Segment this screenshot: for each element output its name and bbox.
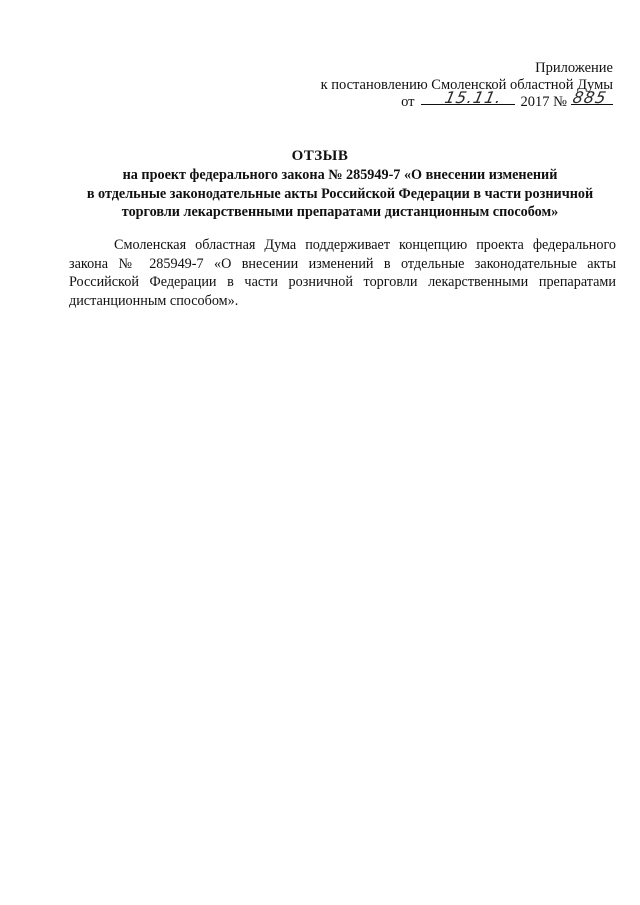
appendix-block: [253, 60, 613, 111]
appendix-resolution-line: к постановлению Смоленской областной Думы: [320, 77, 613, 93]
year-number-label: 2017 №: [520, 94, 567, 110]
appendix-date-line: [253, 88, 613, 111]
body-line: дистанционным способом».: [69, 292, 239, 309]
handwritten-number: 885: [570, 88, 609, 107]
appendix-heading: Приложение: [535, 60, 613, 76]
handwritten-date: 15.11.: [442, 88, 504, 107]
body-line: закона № 285949-7 «О внесении изменений в отдельные законодательные акты: [69, 255, 616, 272]
document-title: ОТЗЫВ: [291, 148, 349, 164]
subtitle-line: на проект федерального закона № 285949-7 «О внесении изменений: [122, 167, 558, 183]
date-prefix: от: [401, 94, 415, 110]
body-line: Российской Федерации в части розничной торговли лекарственными препаратами: [69, 274, 616, 290]
subtitle-line: торговли лекарственными препаратами дистанционным способом»: [121, 204, 559, 220]
subtitle-line: в отдельные законодательные акты Российской Федерации в части розничной: [86, 185, 594, 202]
document-subtitle: [60, 166, 620, 222]
body-paragraph: [69, 236, 616, 310]
body-line: Смоленская областная Дума поддерживает концепцию проекта федерального: [114, 237, 616, 253]
